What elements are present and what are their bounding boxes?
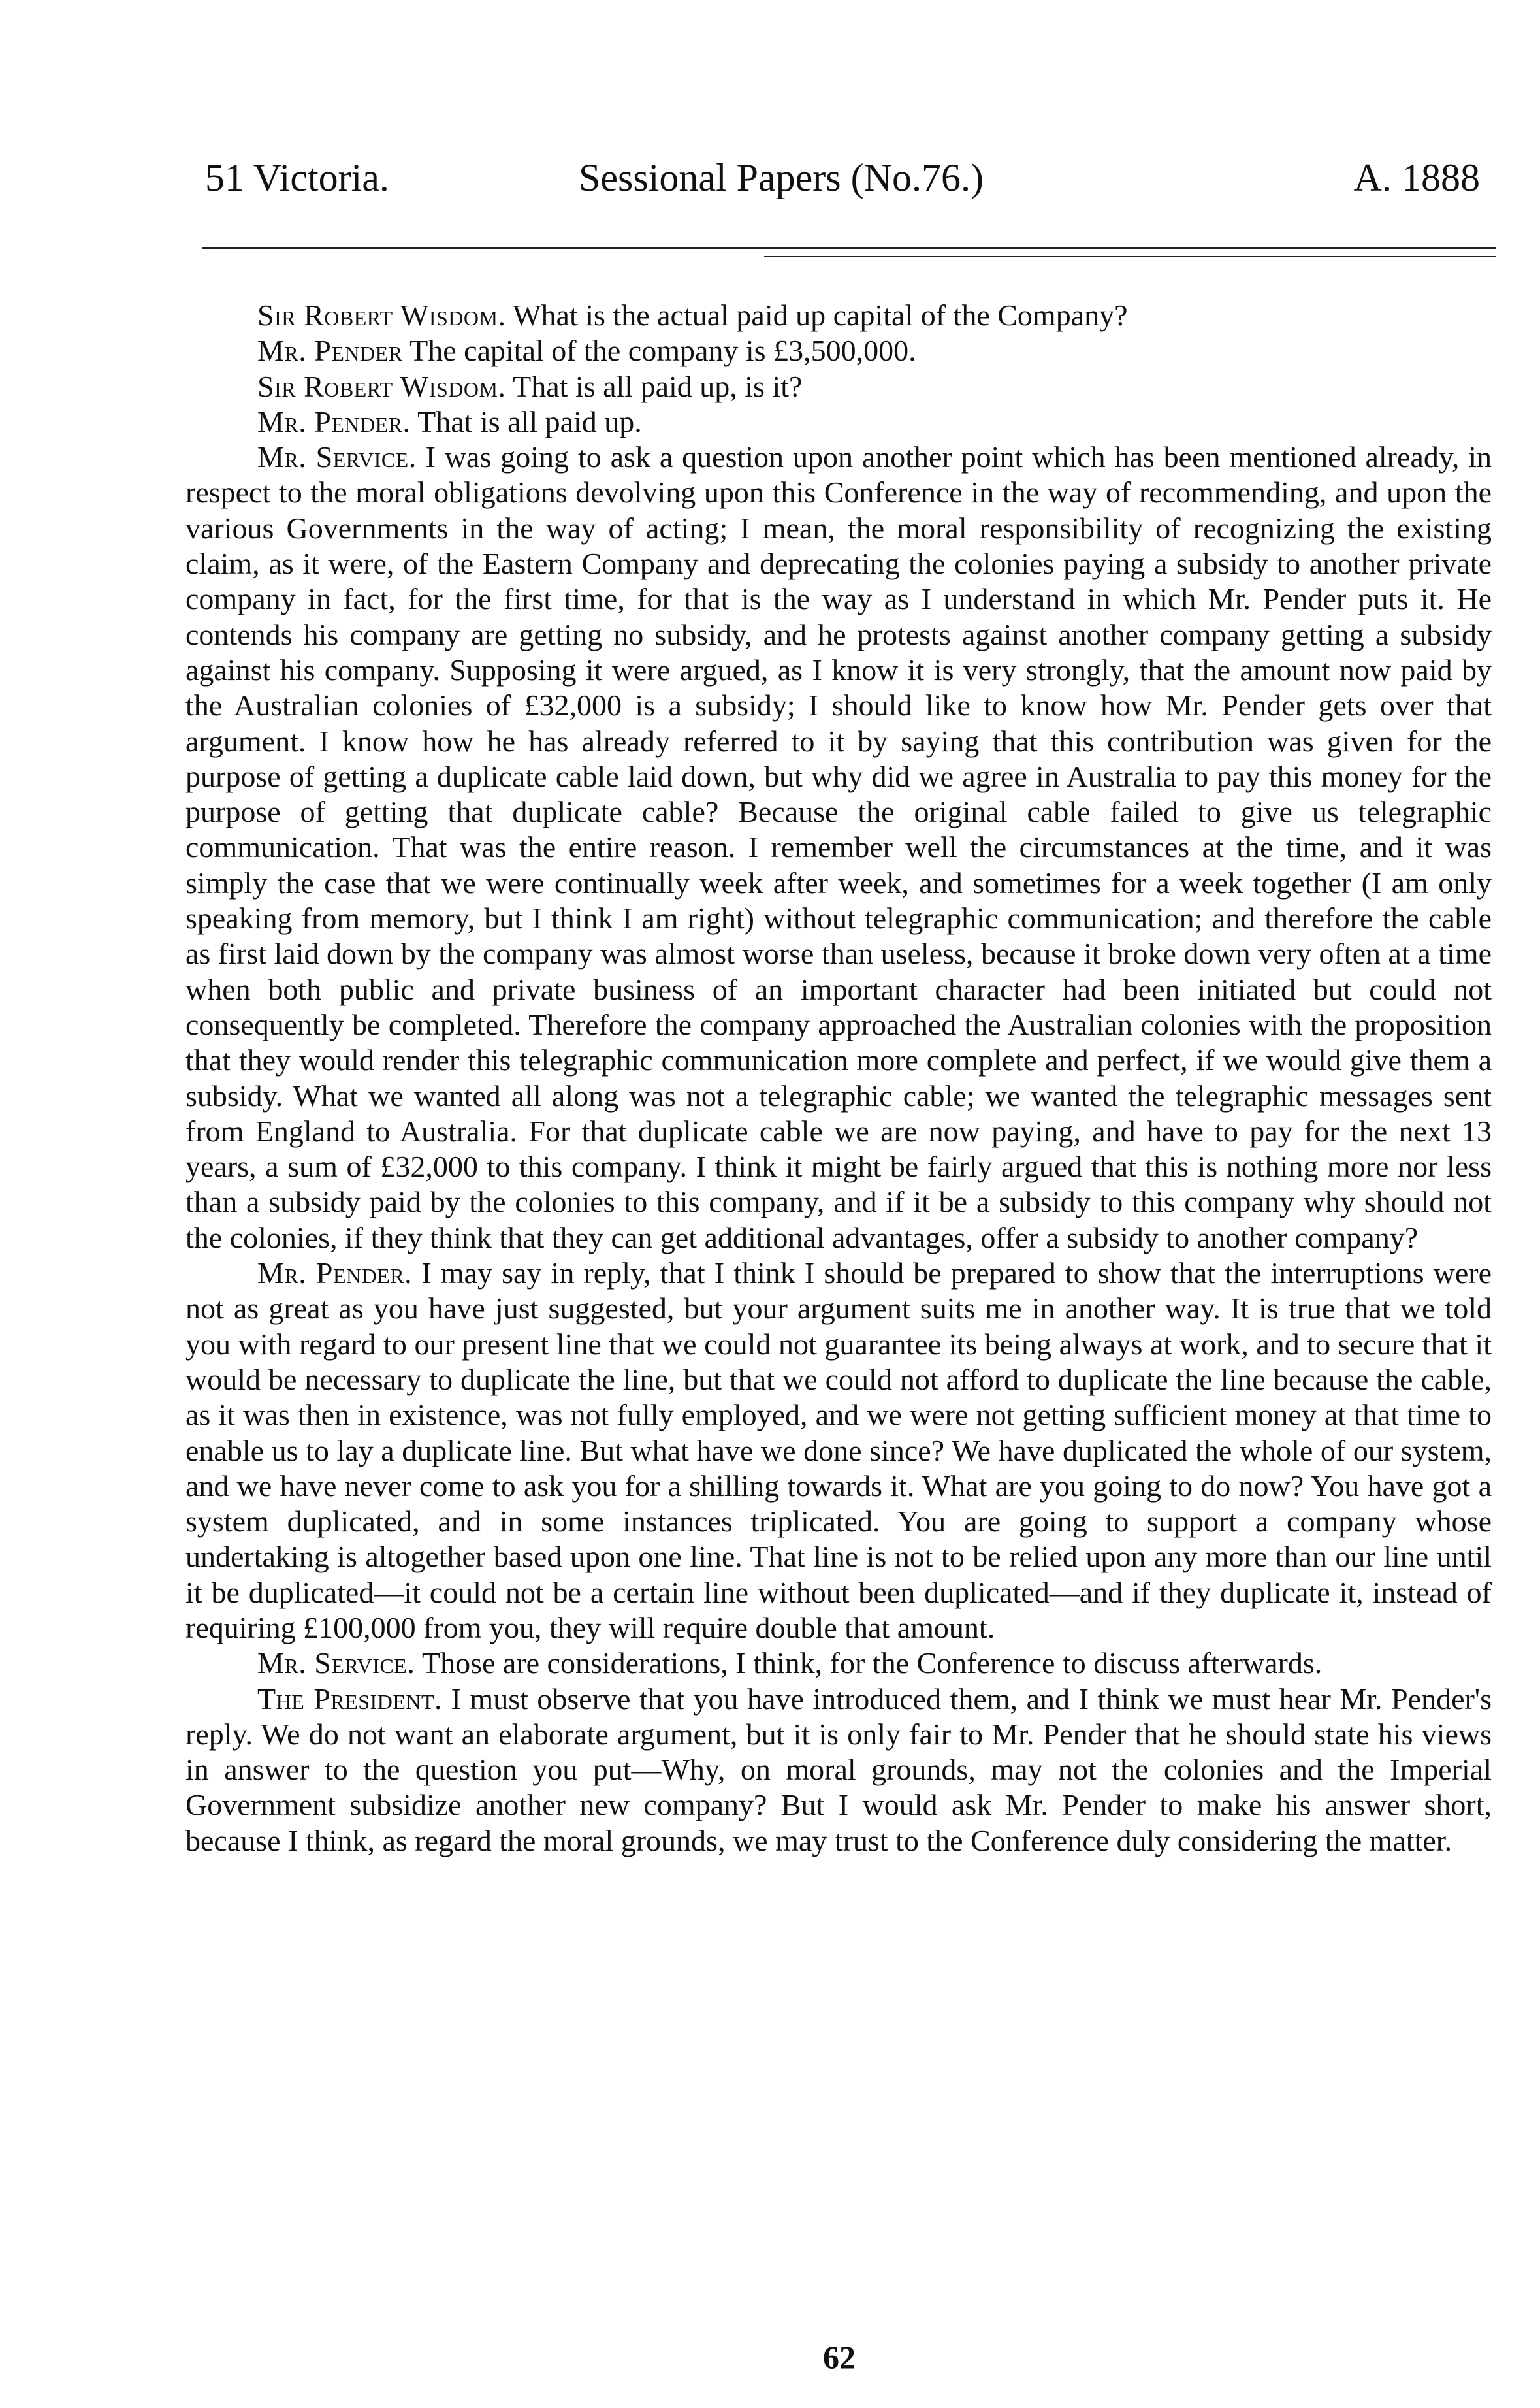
paragraph: [185, 404, 1492, 440]
speaker-name: Sir Robert Wisdom.: [257, 299, 506, 332]
header-rule-lower: [764, 256, 1496, 257]
speech-text: What is the actual paid up capital of the Company?: [513, 299, 1128, 332]
header-title: Sessional Papers (No.76.): [579, 156, 984, 199]
speech-text: I must observe that you have introduced them, and I think we must hear Mr. Pender's reply. We do not want an elaborate argument, but it is only fair to Mr. Pender that he should state his views in answer to the question you put—Why, on moral grounds, may not the colonies and the Imperial Government subsidize another new company? But I would ask Mr. Pender to make his answer short, because I think, as regard the moral grounds, we may trust to the Conference duly considering the matter.: [185, 1682, 1492, 1857]
speaker-name: Mr. Service.: [257, 1646, 415, 1680]
paragraph: [185, 1682, 1492, 1859]
speaker-name: Mr. Pender.: [257, 404, 411, 438]
paragraph: [185, 298, 1492, 333]
speech-text: Those are considerations, I think, for the Conference to discuss afterwards.: [421, 1646, 1323, 1680]
page-number: 62: [823, 2339, 856, 2375]
speaker-name: Sir Robert Wisdom.: [257, 369, 506, 403]
paragraph: [185, 1256, 1492, 1646]
speech-text: The capital of the company is £3,500,000.: [409, 334, 916, 368]
speech-text: That is all paid up, is it?: [513, 369, 803, 403]
speaker-name: The President.: [257, 1682, 443, 1716]
paragraph: [185, 1646, 1492, 1681]
running-header: [205, 152, 1480, 204]
paragraph: [185, 369, 1492, 404]
speech-text: I was going to ask a question upon another point which has been mentioned already, in respect to the moral obligations devolving upon this Conference in the way of recommending, and upon the various Governments in the way of acting; I mean, the moral responsibility of recognizing the existing claim, as it were, of the Eastern Company and deprecating the colonies paying a subsidy to another private company in fact, for the first time, for that is the way as I understand in which Mr. Pender puts it. He contends his company are getting no subsidy, and he protests against another company getting a subsidy against his company. Supposing it were argued, as I know it is very strongly, that the amount now paid by the Australian colonies of £32,000 is a subsidy; I should like to know how Mr. Pender gets over that argument. I know how he has already referred to it by saying that this contribution was given for the purpose of getting a duplicate cable laid down, but why did we agree in Australia to pay this money for the purpose of getting that duplicate cable? Because the original cable failed to give us telegraphic communication. That was the entire reason. I remember well the circumstances at the time, and it was simply the case that we were continually week after week, and sometimes for a week together (I am only speaking from memory, but I think I am right) without telegraphic communication; and therefore the cable as first laid down by the company was almost worse than useless, because it broke down very often at a time when both public and private business of an important character had been initiated but could not consequently be completed. Therefore the company approached the Australian colonies with the proposition that they would render this telegraphic communication more complete and perfect, if we would give them a subsidy. What we wanted all along was not a telegraphic cable; we wanted the telegraphic messages sent from England to Australia. For that duplicate cable we are now paying, and have to pay for the next 13 years, a sum of £32,000 to this company. I think it might be fairly argued that this is nothing more nor less than a subsidy paid by the colonies to this company, and if it be a subsidy to this company why should not the colonies, if they think that they can get additional advantages, offer a subsidy to another company?: [185, 440, 1492, 1254]
speaker-name: Mr. Pender: [257, 334, 403, 368]
speech-text: That is all paid up.: [417, 404, 642, 438]
speaker-name: Mr. Pender.: [257, 1256, 413, 1290]
speaker-name: Mr. Service.: [257, 440, 417, 474]
speech-text: I may say in reply, that I think I should be prepared to show that the interruptions were not as great as you have just suggested, but your argument suits me in another way. It is true that we told you with regard to our present line that we could not guarantee its being always at work, and to secure that it would be necessary to duplicate the line, but that we could not afford to duplicate the line because the cable, as it was then in existence, was not fully employed, and we were not getting sufficient money at that time to enable us to lay a duplicate line. But what have we done since? We have duplicated the whole of our system, and we have never come to ask you for a shilling towards it. What are you going to do now? You have got a system duplicated, and in some instances triplicated. You are going to support a company whose undertaking is altogether based upon one line. That line is not to be relied upon any more than our line until it be duplicated—it could not be a certain line without been duplicated—and if they duplicate it, instead of requiring £100,000 from you, they will require double that amount.: [185, 1256, 1492, 1644]
paragraph: [185, 333, 1492, 368]
header-session: 51 Victoria.: [205, 156, 389, 199]
header-rule-upper: [202, 247, 1496, 249]
header-year: A. 1888: [1353, 156, 1480, 199]
paragraph: [185, 440, 1492, 1256]
transcript-body: [185, 298, 1492, 1859]
